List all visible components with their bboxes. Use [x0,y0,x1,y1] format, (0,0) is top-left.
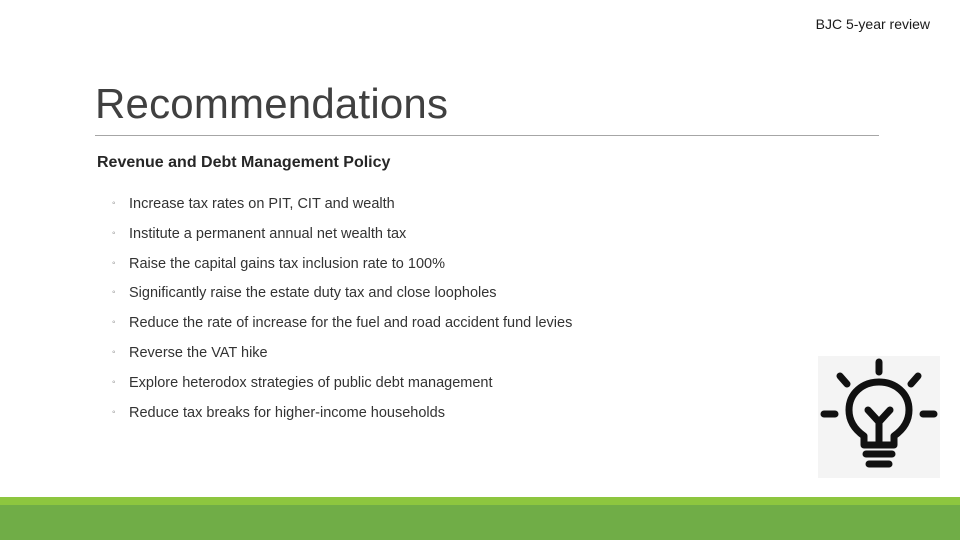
bullet-marker: ◦ [112,317,116,329]
header-label: BJC 5-year review [815,16,930,32]
lightbulb-icon [818,356,940,478]
list-item [112,402,572,432]
list-item [112,312,572,342]
list-item [112,342,572,372]
title-divider [95,135,879,136]
bullet-text: Raise the capital gains tax inclusion rate to 100% [129,255,445,272]
bullet-text: Reverse the VAT hike [129,344,268,361]
bullet-marker: ◦ [112,257,116,269]
list-item [112,372,572,402]
bullet-text: Institute a permanent annual net wealth tax [129,225,407,242]
bullet-text: Reduce the rate of increase for the fuel and road accident fund levies [129,315,573,332]
bullet-text: Reduce tax breaks for higher-income households [129,404,445,421]
bullet-marker: ◦ [112,227,116,239]
list-item [112,253,572,283]
bullet-text: Significantly raise the estate duty tax and close loopholes [129,285,497,302]
slide-title: Recommendations [95,80,449,127]
list-item [112,282,572,312]
list-item [112,193,572,223]
footer-bar [0,505,960,540]
bullet-marker: ◦ [112,406,116,418]
bullet-marker: ◦ [112,346,116,358]
section-heading: Revenue and Debt Management Policy [97,154,391,171]
bullet-marker: ◦ [112,376,116,388]
footer-accent-stripe [0,497,960,505]
bullet-marker: ◦ [112,198,116,209]
list-item [112,223,572,253]
bullet-text: Explore heterodox strategies of public debt management [129,374,493,391]
bullet-list [112,193,572,431]
bullet-text: Increase tax rates on PIT, CIT and wealth [129,196,395,212]
lightbulb-icon-graphic [818,356,940,478]
bullet-marker: ◦ [112,287,116,299]
